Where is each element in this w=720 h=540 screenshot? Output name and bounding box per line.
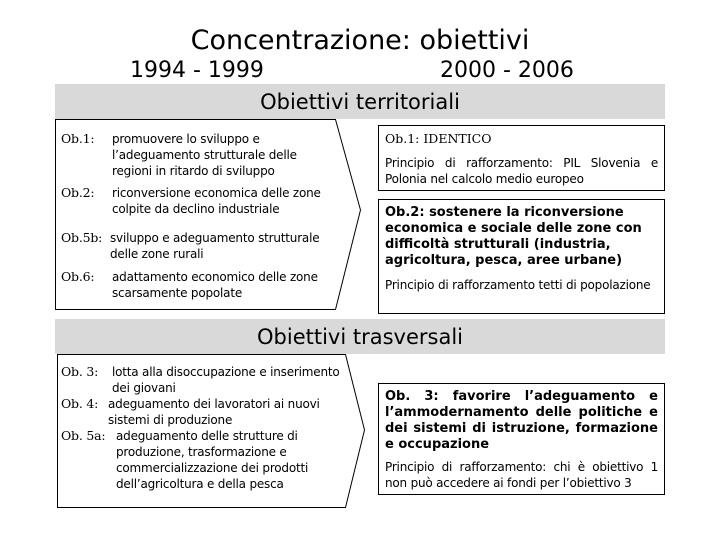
list-item [61,185,331,230]
ob1-new-note: Principio di rafforzamento: PIL Slovenia e Polonia nel calcolo medio europeo [385,156,658,186]
ob1-new-box [378,125,665,191]
ob3-new-note: Principio di rafforzamento: chi è obiettivo 1 non può accedere ai fondi per l’obiettivo 3 [385,460,658,490]
item-text: adeguamento dei lavoratori ai nuovi sistemi di produzione [108,397,320,427]
period-right-label: 2000 - 2006 [440,58,574,83]
item-text: sviluppo e adeguamento strutturale delle zone rurali [110,231,320,261]
item-label: Ob. 4: [61,396,99,411]
item-label: Ob. 3: [61,364,99,379]
item-label: Ob.5b: [61,230,103,245]
item-text: riconversione economica delle zone colpite da declino industriale [112,186,321,216]
list-item [61,396,341,428]
transversal-band-label: Obiettivi trasversali [257,324,463,349]
ob3-new-title: Ob. 3: favorire l’adeguamento e l’ammodernamento delle politiche e dei sistemi di istruzione, formazione e occupazione [385,389,658,452]
item-label: Ob.1: [61,131,95,146]
item-label: Ob.6: [61,269,95,284]
territorial-band-label: Obiettivi territoriali [260,89,460,114]
list-item [61,428,341,492]
transversal-band [55,319,665,354]
item-text: promuovere lo sviluppo e l’adeguamento strutturale delle regioni in ritardo di sviluppo [112,132,297,178]
ob1-new-title: Ob.1: IDENTICO [385,131,492,146]
page-title: Concentrazione: obiettivi [190,25,530,56]
list-item [61,269,331,301]
ob2-new-box [378,199,665,314]
period-left-label: 1994 - 1999 [130,58,264,83]
item-label: Ob. 5a: [61,428,106,443]
ob2-new-note: Principio di rafforzamento tetti di popolazione [385,278,651,292]
list-item [61,131,331,185]
territorial-left-list [61,131,331,301]
list-item [61,364,341,396]
item-text: adeguamento delle strutture di produzione, trasformazione e commercializzazione dei prodotti dell’agricoltura e della pesca [116,429,309,491]
ob3-new-box [378,383,665,495]
territorial-band [55,84,665,119]
ob2-new-title: Ob.2: sostenere la riconversione economica e sociale delle zone con difficoltà strutturali (industria, agricoltura, pesca, aree urbane) [385,205,642,268]
transversal-left-list [61,364,341,492]
list-item [61,230,331,269]
item-label: Ob.2: [61,185,95,200]
item-text: adattamento economico delle zone scarsamente popolate [112,270,318,300]
item-text: lotta alla disoccupazione e inserimento dei giovani [112,365,340,395]
